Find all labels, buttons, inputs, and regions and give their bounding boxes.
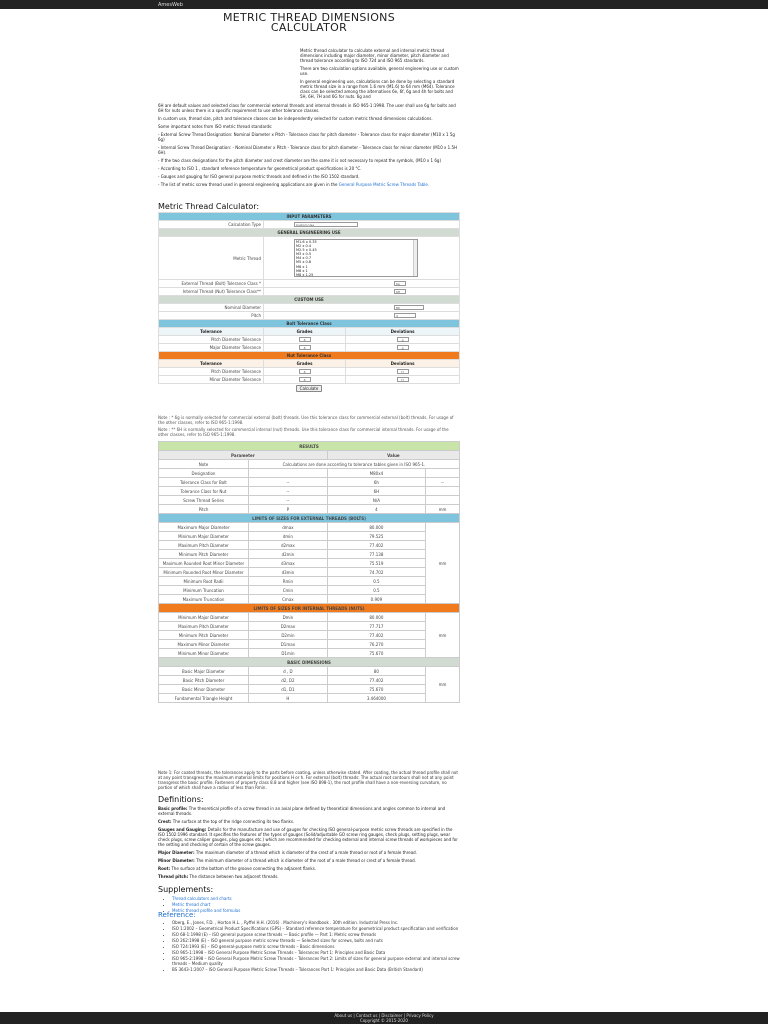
calculator-notes: Note : * 6g is normally selected for commercial external (bolt) threads. Use this tolerance class for commercial external (bolt) threads. For usage of the other classes, refer to ISO 965-1:1998. Note : ** 6H is normally selected for commercial internal (nut) threads. Use this tolerance class for commercial internal threads. For usage of the other classes, refer to ISO 965-1:1998. xyxy=(158,415,454,437)
result-value: 75.670 xyxy=(327,649,425,658)
result-parameter: Designation xyxy=(159,469,249,478)
result-row xyxy=(159,469,460,478)
definition-text: Details for the manufacture and use of gauges for checking ISO general-purpose metric screw threads are specified in the ISO 1502:1996 standard. It specifies the features of the types of gauges (Solid/adjustable GO screw ring gauges, check plugs, setting plugs, wear check plugs, screw caliper gauges, plug gauges etc.) which are recommended for checking external and internal screw threads of workpieces and for the setting and checking of certain of the screw gauges. xyxy=(158,827,458,847)
result-row xyxy=(159,595,460,604)
nut-minor-deviation-select[interactable]: H xyxy=(397,377,409,382)
bolt-tolerance-select[interactable]: 6g xyxy=(394,281,406,286)
supplement-link[interactable]: Metric thread chart xyxy=(172,902,211,907)
result-row xyxy=(159,631,460,640)
definition-item xyxy=(158,858,460,863)
result-value: M80x4 xyxy=(327,469,425,478)
nut-tolerance-select[interactable]: 6H xyxy=(394,289,406,294)
result-symbol: P xyxy=(249,505,328,514)
pitch-select[interactable]: 4 xyxy=(394,313,416,318)
result-symbol xyxy=(249,469,328,478)
result-row xyxy=(159,532,460,541)
bolt-major-deviation-select[interactable]: g xyxy=(397,345,409,350)
bolt-pitch-grade-select[interactable]: 6 xyxy=(299,337,311,342)
bolt-pitch-deviation-select[interactable]: g xyxy=(397,337,409,342)
result-parameter: Maximum Rounded Root Minor Diameter xyxy=(159,559,249,568)
result-unit: mm xyxy=(426,613,460,658)
reference-item: • ISO 262:1998 (E) – ISO general purpose metric screw threads — Selected sizes for screws, bolts and nuts xyxy=(172,938,460,943)
result-row xyxy=(159,505,460,514)
site-name-link[interactable]: AmesWeb xyxy=(158,2,183,8)
calculation-type-select[interactable]: Custom Use xyxy=(294,222,358,227)
footer-disclaimer-link[interactable]: Disclaimer xyxy=(381,1013,403,1018)
result-unit: mm xyxy=(426,523,460,604)
result-symbol: Cmin xyxy=(249,586,328,595)
result-symbol: d2min xyxy=(249,550,328,559)
definition-item xyxy=(158,850,460,855)
result-row xyxy=(159,496,460,505)
result-parameter: Screw Thread Series xyxy=(159,496,249,505)
result-value: 3.464000 xyxy=(327,694,425,703)
result-parameter: Tolerance Class for Bolt xyxy=(159,478,249,487)
result-symbol: d1, D1 xyxy=(249,685,328,694)
result-value: 80 xyxy=(327,667,425,676)
result-unit: mm xyxy=(426,667,460,703)
reference-item: • ISO 965-1:1998 – ISO General Purpose Metric Screw Threads – Tolerances Part 1: Principles and Basic Data xyxy=(172,950,460,955)
nut-minor-grade-select[interactable]: 6 xyxy=(299,377,311,382)
result-symbol: -- xyxy=(249,496,328,505)
result-value: 75.670 xyxy=(327,685,425,694)
definitions-heading: Definitions: xyxy=(158,795,204,804)
result-row xyxy=(159,523,460,532)
result-parameter: Minimum Pitch Diameter xyxy=(159,550,249,559)
result-parameter: Basic Major Diameter xyxy=(159,667,249,676)
result-symbol: -- xyxy=(249,478,328,487)
result-parameter: Maximum Minor Diameter xyxy=(159,640,249,649)
result-symbol: d2max xyxy=(249,541,328,550)
result-value: 77.717 xyxy=(327,622,425,631)
calculator-form: INPUT PARAMETERS Calculation Type Custom Use GENERAL ENGINEERING USE Metric Thread M1.6 x 0.35 M2 x 0.4 M2.5 x 0.45 M3 x 0.5 M4 x 0.7 M5 x 0.8 M6 x 1 M8 x 1 M8 x 1.25 External Thread (Bolt) Tolerance Class * 6g Internal Thread (Nut) Tolerance Class** 6H CUSTOM USE Nominal Diameter 80 Pitch 4 Bolt Tolerance Class Tolerance Grades Deviations Pitch Diameter Tolerance 6 g Major Diameter Tolerance 6 g Nut Tolerance Class Tolerance Grades Deviations Pitch Diameter Tolerance 6 H Minor Diameter Tolerance 6 H Calculate xyxy=(158,212,460,393)
result-symbol: dmax xyxy=(249,523,328,532)
result-symbol: D2min xyxy=(249,631,328,640)
result-value: 0.909 xyxy=(327,595,425,604)
definition-term: Thread pitch: xyxy=(158,874,189,879)
definition-text: The distance between two adjacent threads. xyxy=(188,874,279,879)
intro-text: Metric thread calculator to calculate external and internal metric thread dimensions including major diameter, minor diameter, pitch diameter and thread tolerance according to ISO 724 and ISO 965 standards. There are two calculation options available, general engineering use or custom use. In general engineering use, calculations can be done by selecting a standard metric thread size in a range from 1.6 mm (M1.6) to 64 mm (M64). Tolerance class can be selected among the alternatives 6e, 6f, 6g and 4h for bolts and 5H, 6H, 7H and 6G for nuts. 6g and xyxy=(300,48,459,99)
result-value: 77.402 xyxy=(327,676,425,685)
definition-item xyxy=(158,827,460,847)
copyright: Copyright © 2015-2020 xyxy=(360,1018,408,1024)
result-row xyxy=(159,487,460,496)
result-row xyxy=(159,649,460,658)
result-symbol: Dmin xyxy=(249,613,328,622)
result-symbol: d3max xyxy=(249,559,328,568)
result-unit-empty xyxy=(426,496,460,505)
result-value: 75.519 xyxy=(327,559,425,568)
footer: About us | Contact us | Disclaimer | Privacy Policy Copyright © 2015-2020 xyxy=(0,1012,768,1024)
definition-item xyxy=(158,866,460,871)
result-symbol: -- xyxy=(249,487,328,496)
definition-text: The minimum diameter of a thread which is diameter of the root of a male thread or crest of a female thread. xyxy=(194,858,416,863)
reference-item: • ISO 724:1993 (E) – ISO general-purpose metric screw threads – Basic dimensions xyxy=(172,944,460,949)
reference-item: • Oberg, E., Jones, F.D. , Horton H.L. , Ryffel H.H. (2016) . Machinery's Handbook . 30th edition. Industrial Press Inc. xyxy=(172,920,460,925)
result-row xyxy=(159,550,460,559)
reference-item: • ISO 68-1:1998 (E) – ISO general purpose screw threads — Basic profile — Part 1: Metric screw threads xyxy=(172,932,460,937)
result-row xyxy=(159,694,460,703)
result-row xyxy=(159,541,460,550)
result-parameter: Maximum Truncation xyxy=(159,595,249,604)
listbox-scrollbar[interactable] xyxy=(413,240,417,276)
general-purpose-table-link[interactable]: General Purpose Metric Screw Threads Table. xyxy=(338,182,430,187)
result-symbol: Cmax xyxy=(249,595,328,604)
result-value: N/A xyxy=(327,496,425,505)
result-parameter: Minimum Major Diameter xyxy=(159,613,249,622)
definition-term: Minor Diameter: xyxy=(158,858,195,863)
metric-thread-listbox[interactable]: M1.6 x 0.35 M2 x 0.4 M2.5 x 0.45 M3 x 0.5 M4 x 0.7 M5 x 0.8 M6 x 1 M8 x 1 M8 x 1.25 xyxy=(294,239,418,277)
definition-item xyxy=(158,819,460,824)
result-row xyxy=(159,685,460,694)
definition-text: The theoretical profile of a screw thread in an axial plane defined by theoretical dimensions and angles common to internal and external threads. xyxy=(158,806,446,816)
result-parameter: Tolerance Class for Nut xyxy=(159,487,249,496)
result-symbol: Rmin xyxy=(249,577,328,586)
reference-heading: Reference: xyxy=(158,911,196,919)
definition-item xyxy=(158,874,460,879)
result-symbol: d2, D2 xyxy=(249,676,328,685)
result-value: 76.270 xyxy=(327,640,425,649)
reference-item: • ISO 965-2:1998 – ISO General Purpose Metric Screw Threads – Tolerances Part 2: Limits of sizes for general purpose external and internal screw threads – Medium quality xyxy=(172,956,460,966)
definition-term: Root: xyxy=(158,866,171,871)
supplement-link[interactable]: Metric thread profile and formulas xyxy=(172,908,241,913)
footer-about-link[interactable]: About us xyxy=(334,1013,353,1018)
result-row xyxy=(159,586,460,595)
definition-text: The surface at the bottom of the groove connecting the adjacent flanks. xyxy=(170,866,317,871)
definition-text: The surface at the top of the ridge connecting its two flanks. xyxy=(171,819,295,824)
footer-contact-link[interactable]: Contact us xyxy=(355,1013,378,1018)
definition-term: Major Diameter: xyxy=(158,850,195,855)
result-parameter: Fundamental Triangle Height xyxy=(159,694,249,703)
result-row xyxy=(159,613,460,622)
supplement-item xyxy=(172,902,460,907)
result-parameter: Maximum Pitch Diameter xyxy=(159,541,249,550)
result-value: 80.000 xyxy=(327,523,425,532)
result-value: 77.138 xyxy=(327,550,425,559)
result-unit-empty: -- xyxy=(426,478,460,487)
result-value: 80.000 xyxy=(327,613,425,622)
result-parameter: Basic Pitch Diameter xyxy=(159,676,249,685)
supplement-link[interactable]: Thread calculators and charts xyxy=(172,896,232,901)
results-table: RESULTS Parameter Value Note Calculations are done according to tolerance tables given in ISO 965-1. Designation M80x4 Tolerance Class for Bolt -- 6h -- Tolerance Class for Nut -- 6H Screw Thread Series -- N/A Pitch P 4 mm LIMITS OF SIZES FOR EXTERNAL THREADS (BOLTS) Maximum Major Diameter dmax 80.000 mm Minimum Major Diameter dmin 79.525 Maximum Pitch Diameter d2max 77.402 Minimum Pitch Diameter d2min 77.138 Maximum Rounded Root Minor Diameter d3max 75.519 Minimum Rounded Root Minor Diameter d3min 74.702 Minimum Root Radii Rmin 0.5 Minimum Truncation Cmin 0.5 Maximum Truncation Cmax 0.909 LIMITS OF SIZES FOR INTERNAL THREADS (NUTS) Minimum Major Diameter Dmin 80.000 mm Maximum Pitch Diameter D2max 77.717 Minimum Pitch Diameter D2min 77.402 Maximum Minor Diameter D1max 76.270 Minimum Minor Diameter D1min 75.670 BASIC DIMENSIONS Basic Major Diameter d , D 80 mm Basic Pitch Diameter d2, D2 77.402 Basic Minor Diameter d1, D1 75.670 Fundamental Triangle Height H 3.464000 xyxy=(158,441,460,703)
result-value: 0.5 xyxy=(327,577,425,586)
result-symbol: H xyxy=(249,694,328,703)
bolt-major-grade-select[interactable]: 6 xyxy=(299,345,311,350)
definition-term: Crest: xyxy=(158,819,172,824)
result-symbol: dmin xyxy=(249,532,328,541)
result-unit-empty xyxy=(426,487,460,496)
result-symbol: d3min xyxy=(249,568,328,577)
result-value: 4 xyxy=(327,505,425,514)
reference-item: • BS 3643-1:2007 – ISO General Purpose Metric Screw Threads – Tolerances Part 1: Principles and Basic Data (British Standard) xyxy=(172,967,460,972)
calculate-button[interactable]: Calculate xyxy=(296,385,323,392)
result-row xyxy=(159,640,460,649)
result-value: 79.525 xyxy=(327,532,425,541)
definition-term: Basic profile: xyxy=(158,806,188,811)
result-row xyxy=(159,622,460,631)
result-unit-empty xyxy=(426,469,460,478)
result-value: 6H xyxy=(327,487,425,496)
result-parameter: Basic Minor Diameter xyxy=(159,685,249,694)
nut-pitch-deviation-select[interactable]: H xyxy=(397,369,409,374)
result-parameter: Minimum Major Diameter xyxy=(159,532,249,541)
calculator-heading: Metric Thread Calculator: xyxy=(158,202,260,211)
result-parameter: Minimum Root Radii xyxy=(159,577,249,586)
result-parameter: Pitch xyxy=(159,505,249,514)
result-value: 6h xyxy=(327,478,425,487)
result-symbol: D2max xyxy=(249,622,328,631)
top-navbar xyxy=(0,0,768,9)
result-row xyxy=(159,478,460,487)
body-text: 6H are default values and selected class for commercial external threads and internal threads in ISO 965-1:1998. The user shall use 6g for bolts and 6H for nuts unless there is a specific requirement to use other tolerance classes. In custom use, thread size, pitch and tolerance classes can be independently selected for custom metric thread dimensions calculations. Some important notes from ISO metric thread standards: - External Screw Thread Designation: Nominal Diameter x Pitch - Tolerance class for pitch diameter - Tolerance class for major diameter (M10 x 1 5g 6g) - Internal Screw Thread Designation: - Nominal Diameter x Pitch - Tolerance class for pitch diameter - Tolerance class for minor diameter (M10 x 1.5H 6H). - If the two class designations for the pitch diameter and crest diameter are the same it is not necessary to repeat the symbols, (M10 x 1 6g) - According to ISO 1 , standard reference temperature for geometrical product specifications is 20 °C. - Gauges and gauging for ISO general purpose metric threads and defined in the ISO 1502 standard. - The list of metric screw thread used in general engineering applications are given in the General Purpose Metric Screw Threads Table. xyxy=(158,103,458,187)
nut-pitch-grade-select[interactable]: 6 xyxy=(299,369,311,374)
reference-list xyxy=(158,920,460,973)
page-title: METRIC THREAD DIMENSIONS CALCULATOR xyxy=(223,11,395,34)
definition-item xyxy=(158,806,460,816)
result-row xyxy=(159,568,460,577)
result-row xyxy=(159,667,460,676)
result-parameter: Minimum Rounded Root Minor Diameter xyxy=(159,568,249,577)
result-row xyxy=(159,577,460,586)
result-value: 77.402 xyxy=(327,631,425,640)
definition-term: Gauges and Gauging: xyxy=(158,827,207,832)
result-parameter: Minimum Pitch Diameter xyxy=(159,631,249,640)
result-symbol: D1max xyxy=(249,640,328,649)
definitions-list xyxy=(158,806,460,882)
result-value: 77.402 xyxy=(327,541,425,550)
coating-note: Note 1: For coated threads, the tolerances apply to the parts before coating, unless otherwise stated. After coating, the actual thread profile shall not at any point transgress the maximum material limits for positions H or h. For external (bolt) threads: The actual root contours shall not at any point transgress the basic profile. Fasteners of property class 8.8 and higher (see ISO 898-1), the root profile shall have a non-reversing curvature, no portion of which shall have a radius of less than Rmin. xyxy=(158,770,458,790)
definition-text: The maximum diameter of a thread which is diameter of the crest of a male thread or root of a female thread. xyxy=(194,850,417,855)
result-parameter: Maximum Pitch Diameter xyxy=(159,622,249,631)
result-parameter: Minimum Truncation xyxy=(159,586,249,595)
supplement-item xyxy=(172,896,460,901)
footer-privacy-link[interactable]: Privacy Policy xyxy=(406,1013,434,1018)
result-parameter: Minimum Minor Diameter xyxy=(159,649,249,658)
result-symbol: d , D xyxy=(249,667,328,676)
reference-item: • ISO 1:2002 – Geometrical Product Specifications (GPS) – Standard reference temperature for geometrical product specification and verification xyxy=(172,926,460,931)
result-unit: mm xyxy=(426,505,460,514)
result-value: 74.702 xyxy=(327,568,425,577)
input-parameters-header: INPUT PARAMETERS xyxy=(159,213,460,221)
result-parameter: Maximum Major Diameter xyxy=(159,523,249,532)
result-symbol: D1min xyxy=(249,649,328,658)
supplements-heading: Supplements: xyxy=(158,885,214,894)
result-value: 0.5 xyxy=(327,586,425,595)
nominal-diameter-input[interactable]: 80 xyxy=(394,305,424,310)
result-row xyxy=(159,559,460,568)
result-row xyxy=(159,676,460,685)
